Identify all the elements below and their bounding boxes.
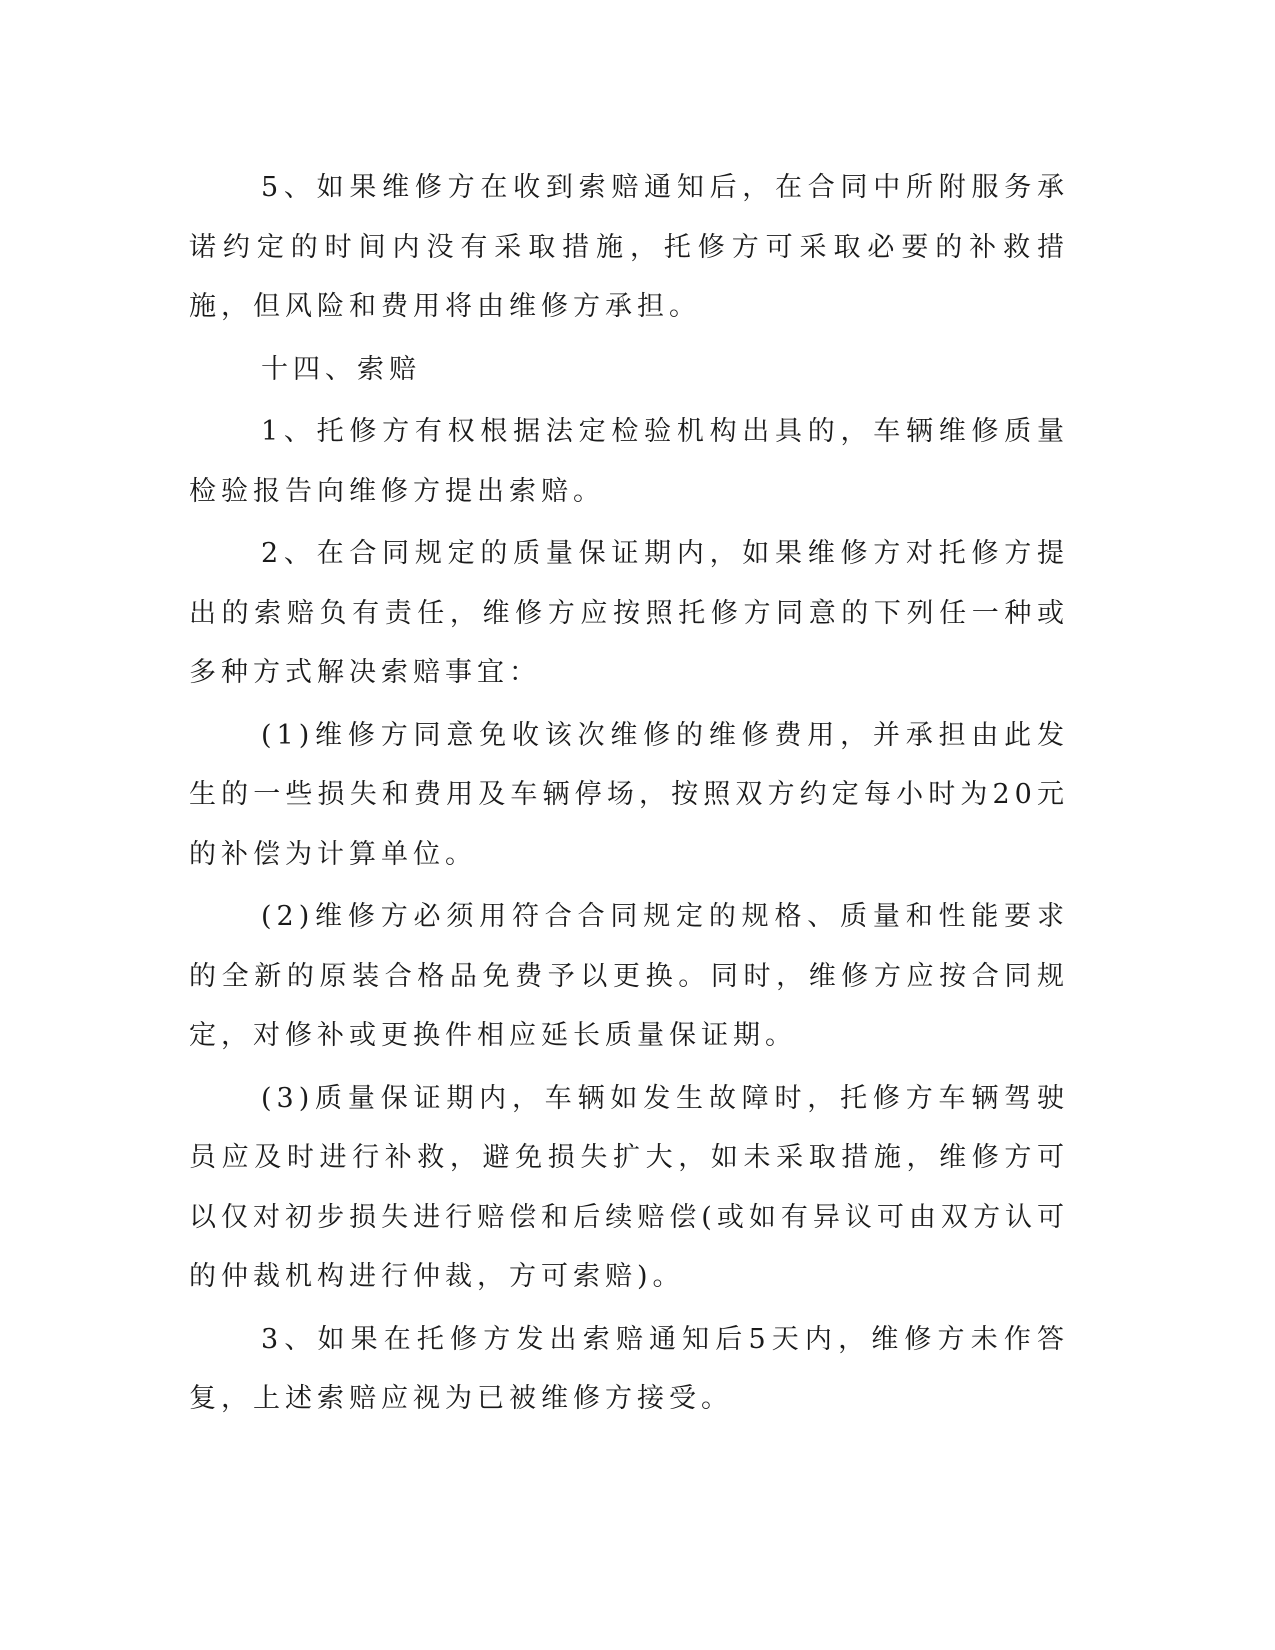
document-body [189, 158, 1069, 1432]
clause-3-paragraph: 3、如果在托修方发出索赔通知后5天内，维修方未作答复，上述索赔应视为已被维修方接受。 [189, 1323, 1069, 1414]
sub-clause-2-paragraph: (2)维修方必须用符合合同规定的规格、质量和性能要求的全新的原装合格品免费予以更换。同时，维修方应按合同规定，对修补或更换件相应延长质量保证期。 [189, 901, 1069, 1051]
sub-clause-3-paragraph: (3)质量保证期内，车辆如发生故障时，托修方车辆驾驶员应及时进行补救，避免损失扩大，如未采取措施，维修方可以仅对初步损失进行赔偿和后续赔偿(或如有异议可由双方认可的仲裁机构进行仲裁，方可索赔)。 [189, 1082, 1069, 1292]
clause-2-paragraph: 2、在合同规定的质量保证期内，如果维修方对托修方提出的索赔负有责任，维修方应按照托修方同意的下列任一种或多种方式解决索赔事宜： [189, 538, 1069, 688]
clause-5-paragraph: 5、如果维修方在收到索赔通知后，在合同中所附服务承诺约定的时间内没有采取措施，托修方可采取必要的补救措施，但风险和费用将由维修方承担。 [189, 172, 1069, 322]
section-heading-claims: 十四、索赔 [261, 353, 421, 385]
sub-clause-1-paragraph: (1)维修方同意免收该次维修的维修费用，并承担由此发生的一些损失和费用及车辆停场，按照双方约定每小时为20元的补偿为计算单位。 [189, 719, 1069, 870]
clause-1-paragraph: 1、托修方有权根据法定检验机构出具的，车辆维修质量检验报告向维修方提出索赔。 [189, 416, 1069, 507]
